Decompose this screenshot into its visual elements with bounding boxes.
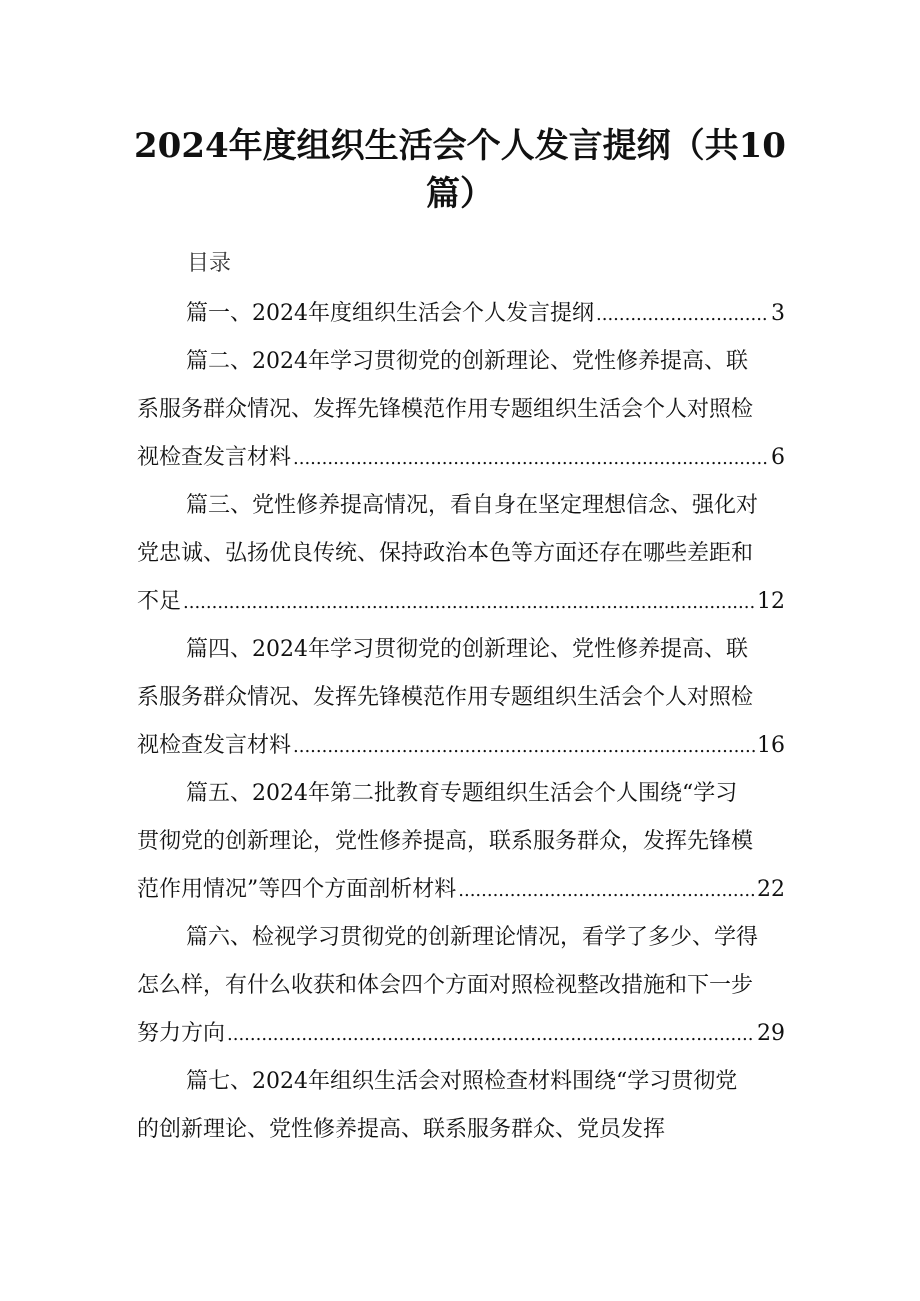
toc-label: 目录 [187, 251, 232, 276]
toc-entry-text: 篇三、党性修养提高情况，看自身在坚定理想信念、强化对 [186, 493, 759, 518]
toc-entry-text: 篇七、2024年组织生活会对照检查材料围绕“学习贯彻党 [186, 1069, 738, 1094]
dot-leader [293, 723, 755, 771]
document-title [120, 122, 800, 218]
toc-page-number: 3 [771, 301, 785, 326]
toc-entry-text: 贯彻党的创新理论，党性修养提高，联系服务群众，发挥先锋模 [137, 829, 754, 854]
toc-entry-text: 篇四、2024年学习贯彻党的创新理论、党性修养提高、联 [186, 637, 748, 662]
dot-leader [458, 867, 755, 915]
title-line-2: 篇） [426, 174, 494, 214]
dot-leader [227, 1011, 755, 1059]
toc-entry[interactable] [137, 338, 785, 482]
toc-entry-text: 努力方向 [137, 1021, 226, 1046]
toc-page-number: 12 [757, 589, 785, 614]
toc-entry-text: 篇六、检视学习贯彻党的创新理论情况，看学了多少、学得 [186, 925, 759, 950]
toc-entry-text: 范作用情况”等四个方面剖析材料 [137, 877, 457, 902]
toc-entry[interactable] [137, 1058, 785, 1154]
toc-page-number: 22 [757, 877, 785, 902]
toc-entry-text: 系服务群众情况、发挥先锋模范作用专题组织生活会个人对照检 [137, 685, 754, 710]
toc-entry[interactable] [137, 626, 785, 770]
toc-entry-text: 的创新理论、党性修养提高、联系服务群众、党员发挥 [137, 1117, 666, 1142]
toc-entry-text: 篇二、2024年学习贯彻党的创新理论、党性修养提高、联 [186, 349, 748, 374]
dot-leader [293, 435, 769, 483]
toc-page-number: 16 [757, 733, 785, 758]
toc-entry[interactable] [137, 290, 785, 338]
toc-page-number: 29 [757, 1021, 785, 1046]
dot-leader [596, 291, 769, 339]
toc-entry-text: 不足 [137, 589, 182, 614]
toc-entry[interactable] [137, 914, 785, 1058]
toc-entry-text: 篇五、2024年第二批教育专题组织生活会个人围绕“学习 [186, 781, 738, 806]
toc-page-number: 6 [771, 445, 785, 470]
toc-entry-text: 篇一、2024年度组织生活会个人发言提纲 [186, 301, 594, 326]
toc-entry-text: 视检查发言材料 [137, 733, 292, 758]
toc-entry[interactable] [137, 482, 785, 626]
table-of-contents [137, 290, 785, 1154]
toc-entry-text: 怎么样，有什么收获和体会四个方面对照检视整改措施和下一步 [137, 973, 754, 998]
toc-entry-text: 系服务群众情况、发挥先锋模范作用专题组织生活会个人对照检 [137, 397, 754, 422]
toc-entry[interactable] [137, 770, 785, 914]
toc-entry-text: 视检查发言材料 [137, 445, 292, 470]
title-line-1: 2024年度组织生活会个人发言提纲（共10 [134, 126, 786, 166]
toc-entry-text: 党忠诚、弘扬优良传统、保持政治本色等方面还存在哪些差距和 [137, 541, 754, 566]
dot-leader [183, 579, 755, 627]
